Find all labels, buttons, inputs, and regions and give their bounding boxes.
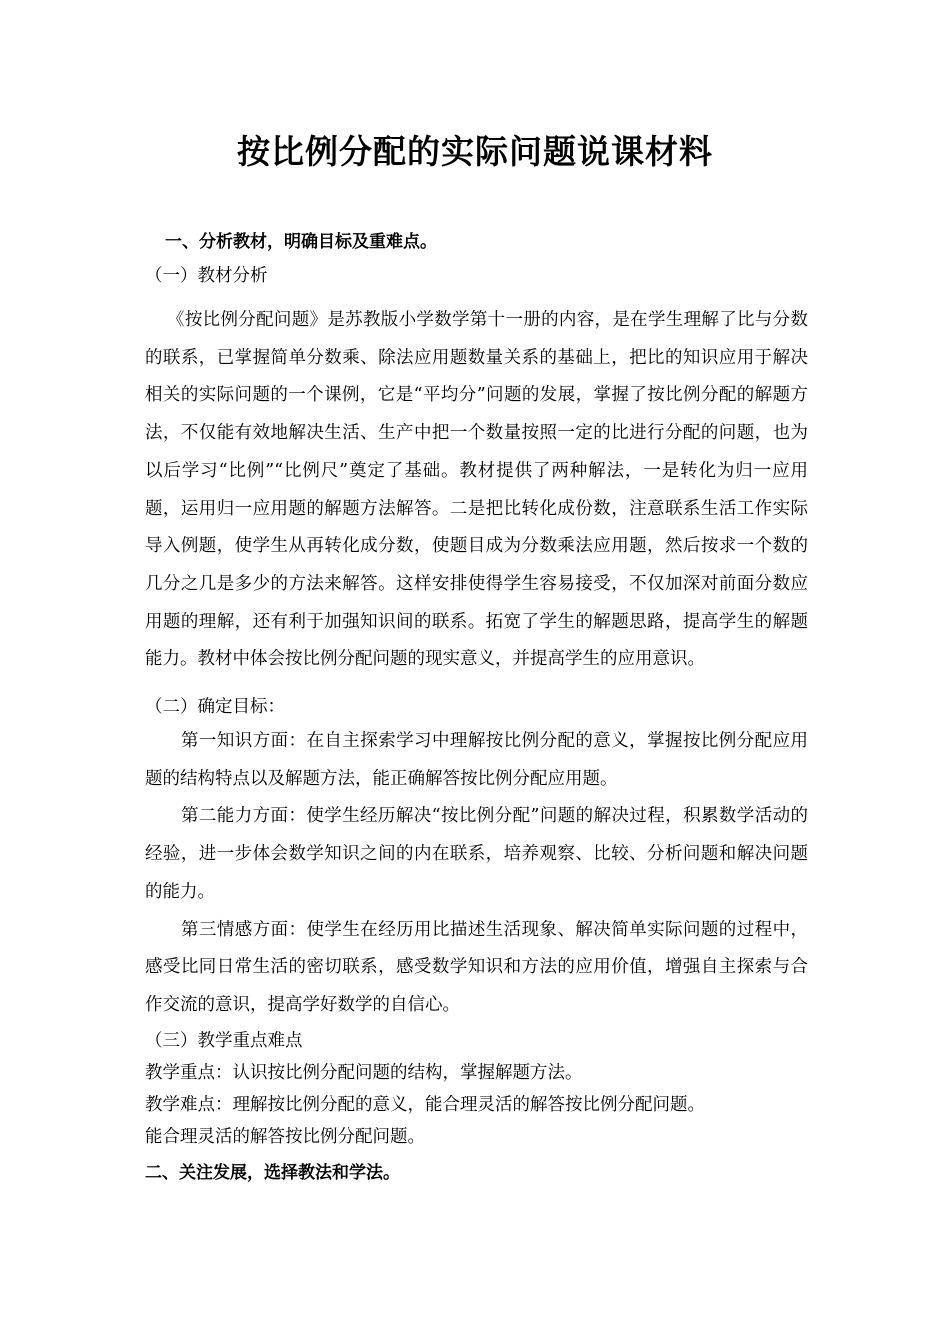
subsection-heading-goals: （二）确定目标： (145, 697, 285, 718)
goal-emotion-paragraph: 第三情感方面：使学生在经历用比描述生活现象、解决简单实际问题的过程中，感受比同日常生活的密切联系，感受数学知识和方法的应用价值，增强自主探索与合作交流的意识，提高学好数学的自信心。 (145, 919, 808, 1015)
section-heading-methods: 二、关注发展，选择教法和学法。 (145, 1162, 400, 1183)
section-heading-analysis: 一、分析教材，明确目标及重难点。 (165, 232, 437, 252)
teaching-difficulty: 教学难点：理解按比例分配的意义，能合理灵活的解答按比例分配问题。 (145, 1094, 705, 1115)
document-body (145, 224, 808, 1191)
subsection-heading-key-points: （三）教学重点难点 (145, 1030, 303, 1051)
material-analysis-paragraph: 《按比例分配问题》是苏教版小学数学第十一册的内容，是在学生理解了比与分数的联系，已掌握简单分数乘、除法应用题数量关系的基础上，把比的知识应用于解决相关的实际问题的一个课例，它是“平均分”问题的发展，掌握了按比例分配的解题方法，不仅能有效地解决生活、生产中把一个数量按照一定的比进行分配的问题，也为以后学习“比例”“比例尺”奠定了基础。教材提供了两种解法，一是转化为归一应用题，运用归一应用题的解题方法解答。二是把比转化成份数，注意联系生活工作实际导入例题，使学生从再转化成分数，使题目成为分数乘法应用题，然后按求一个数的几分之几是多少的方法来解答。这样安排使得学生容易接受，不仅加深对前面分数应用题的理解，还有利于加强知识间的联系。拓宽了学生的解题思路，提高学生的解题能力。教材中体会按比例分配问题的现实意义，并提高学生的应用意识。 (145, 310, 808, 670)
teaching-key-point: 教学重点：认识按比例分配问题的结构，掌握解题方法。 (145, 1062, 583, 1083)
goal-ability-paragraph: 第二能力方面：使学生经历解决“按比例分配”问题的解决过程，积累数学活动的经验，进一步体会数学知识之间的内在联系，培养观察、比较、分析问题和解决问题的能力。 (145, 806, 808, 902)
document-title: 按比例分配的实际问题说课材料 (237, 132, 713, 171)
subsection-heading-material-analysis: （一）教材分析 (145, 266, 268, 286)
teaching-difficulty-extra: 能合理灵活的解答按比例分配问题。 (145, 1126, 425, 1147)
goal-knowledge-paragraph: 第一知识方面：在自主探索学习中理解按比例分配的意义，掌握按比例分配应用题的结构特点以及解题方法，能正确解答按比例分配应用题。 (145, 731, 808, 789)
